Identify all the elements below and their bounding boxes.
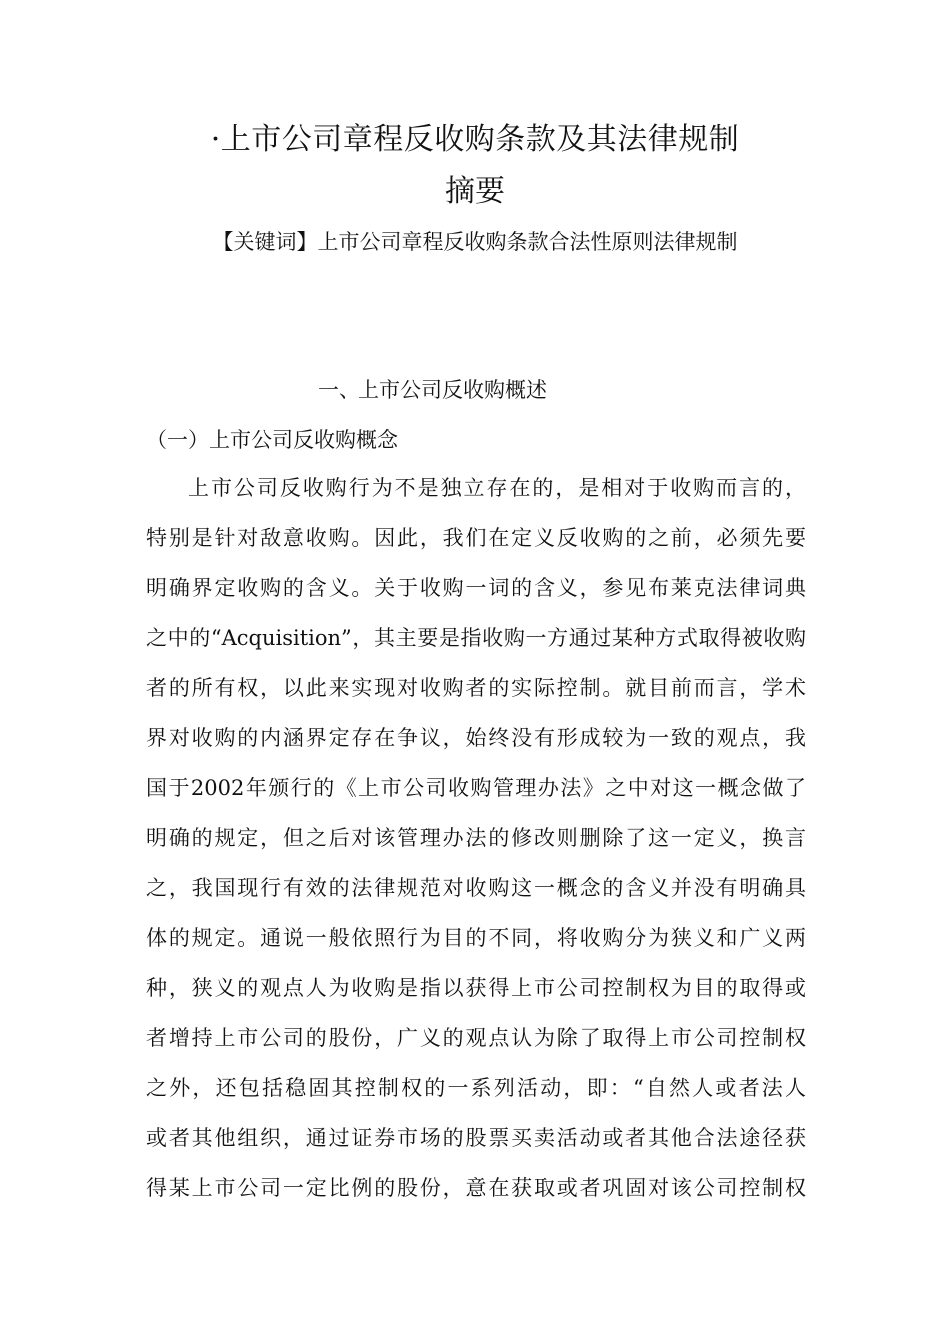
abstract-heading: 摘要 [445, 174, 505, 209]
paragraph-line: 明确界定收购的含义。关于收购一词的含义，参见布莱克法律词典 [146, 576, 806, 600]
body-paragraph [146, 470, 806, 1220]
paragraph-line: 种，狭义的观点人为收购是指以获得上市公司控制权为目的取得或 [146, 976, 806, 1000]
paragraph-line: 之中的“Acquisition”，其主要是指收购一方通过某种方式取得被收购 [146, 626, 806, 650]
paragraph-line: 界对收购的内涵界定存在争议，始终没有形成较为一致的观点，我 [146, 726, 806, 750]
document-title: ·上市公司章程反收购条款及其法律规制 [210, 122, 740, 157]
paragraph-line: 国于2002年颁行的《上市公司收购管理办法》之中对这一概念做了 [146, 776, 806, 800]
section-title: 上市公司反收购概述 [358, 378, 547, 402]
paragraph-line: 之，我国现行有效的法律规范对收购这一概念的含义并没有明确具 [146, 876, 806, 900]
keywords-line: 【关键词】上市公司章程反收购条款合法性原则法律规制 [212, 230, 738, 254]
paragraph-line: 者增持上市公司的股份，广义的观点认为除了取得上市公司控制权 [146, 1026, 806, 1050]
paragraph-line: 得某上市公司一定比例的股份，意在获取或者巩固对该公司控制权 [146, 1176, 806, 1200]
paragraph-line: 之外，还包括稳固其控制权的一系列活动，即：“自然人或者法人 [146, 1076, 806, 1100]
paragraph-line: 特别是针对敌意收购。因此，我们在定义反收购的之前，必须先要 [146, 526, 806, 550]
paragraph-line: 明确的规定，但之后对该管理办法的修改则删除了这一定义，换言 [146, 826, 806, 850]
section-heading [318, 372, 547, 408]
paragraph-line: 或者其他组织，通过证券市场的股票买卖活动或者其他合法途径获 [146, 1126, 806, 1150]
paragraph-line: 体的规定。通说一般依照行为目的不同，将收购分为狭义和广义两 [146, 926, 806, 950]
paragraph-line: 上市公司反收购行为不是独立存在的，是相对于收购而言的， [188, 476, 806, 500]
paragraph-line: 者的所有权，以此来实现对收购者的实际控制。就目前而言，学术 [146, 676, 806, 700]
subsection-heading: （一）上市公司反收购概念 [146, 428, 398, 452]
section-number: 一、 [318, 378, 360, 402]
